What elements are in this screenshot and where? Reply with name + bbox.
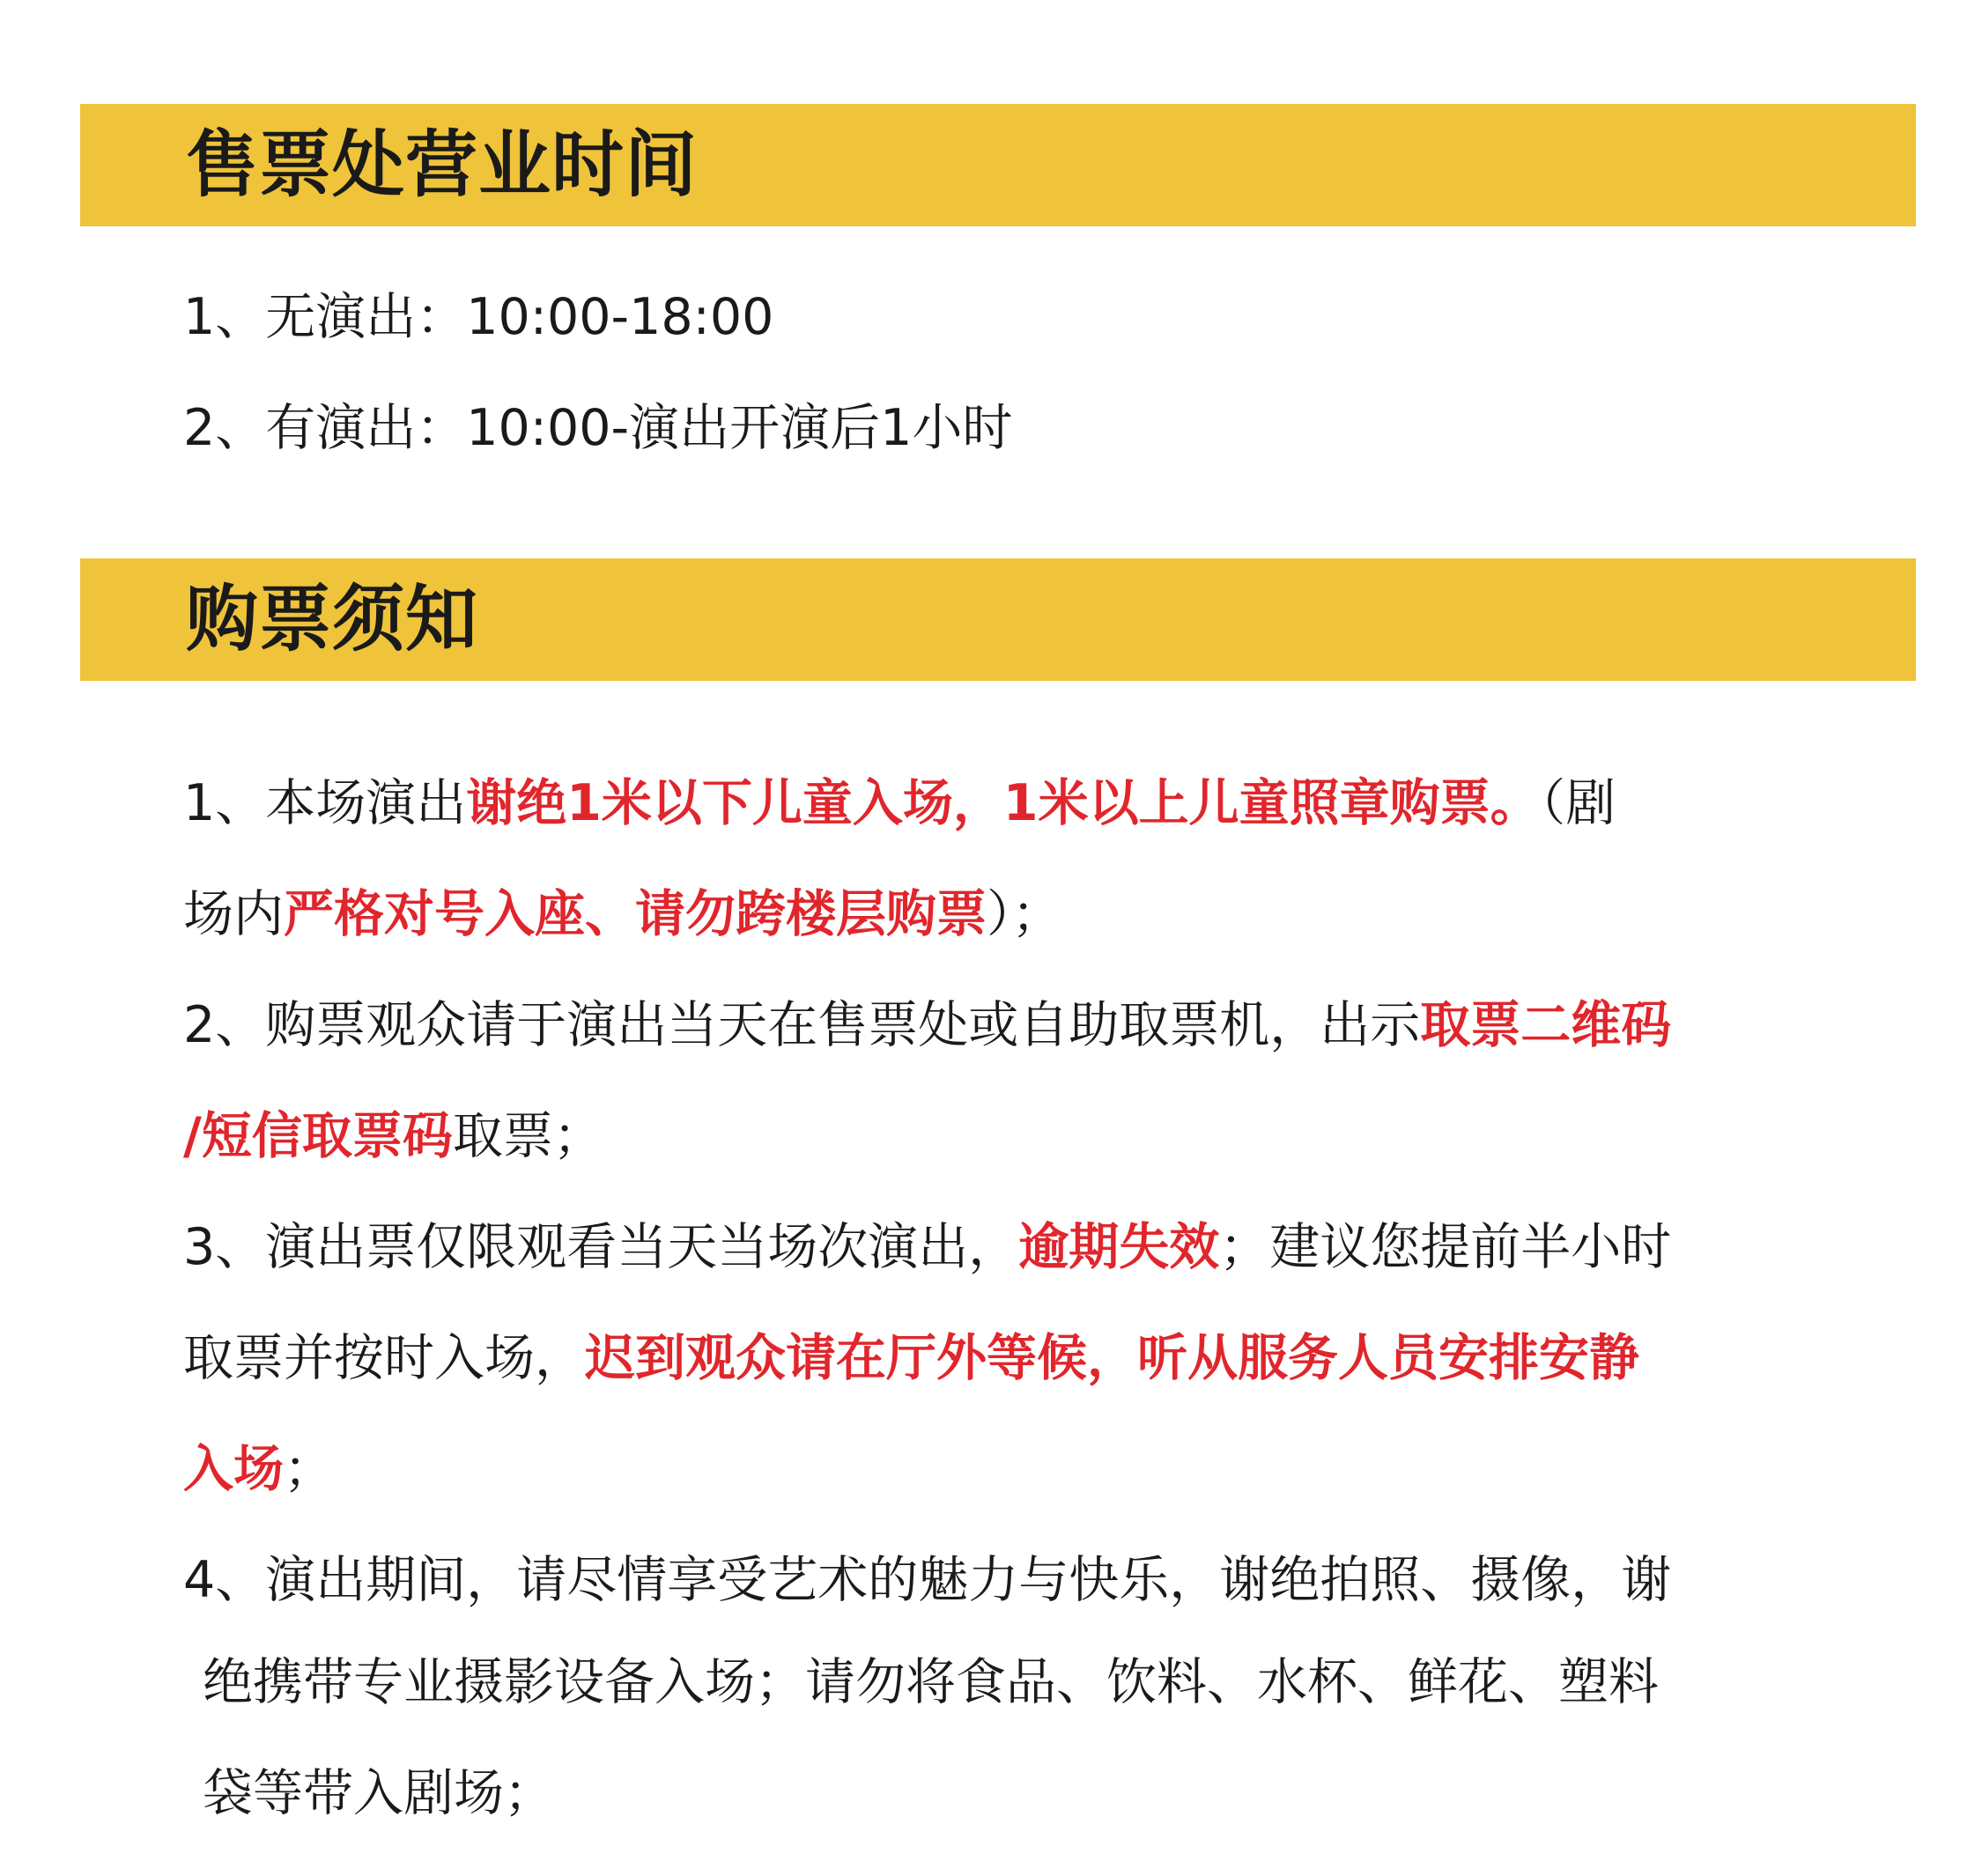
notice-item-4-line-1: 4、演出期间，请尽情享受艺术的魅力与快乐，谢绝拍照、摄像，谢: [183, 1551, 1672, 1609]
notice-item-1-line-1: [183, 768, 1616, 838]
hours-item-no-show: 1、无演出：10:00-18:00: [183, 288, 774, 346]
notice-item-2-end: 取票；: [452, 1107, 603, 1165]
notice-item-3-line-1: [183, 1212, 1671, 1282]
notice-item-3-highlight-3: 入场: [183, 1440, 284, 1498]
notice-item-2-line-1: [183, 990, 1671, 1060]
notice-item-1-end: ）；: [987, 885, 1062, 943]
notice-item-3-highlight-2: 迟到观众请在厅外等候，听从服务人员安排安静: [585, 1329, 1639, 1387]
notice-item-1-mid: （剧: [1540, 774, 1616, 832]
notice-item-1-highlight-1: 谢绝1米以下儿童入场，1米以上儿童照章购票。: [466, 774, 1541, 832]
notice-item-2-highlight-1: 取票二维码: [1420, 996, 1672, 1054]
notice-item-1-prefix: 1、本场演出: [183, 774, 467, 832]
notice-item-2-line-2: [183, 1101, 603, 1171]
hours-item-with-show: 2、有演出：10:00-演出开演后1小时: [183, 399, 1013, 457]
notice-item-3-end: ；: [284, 1440, 334, 1498]
section-title-notice: 购票须知: [186, 578, 479, 661]
notice-item-1-line2-prefix: 场内: [183, 885, 284, 943]
notice-item-3-highlight-1: 逾期失效: [1018, 1218, 1220, 1276]
notice-item-1-line-2: [183, 879, 1062, 949]
section-title-hours: 售票处营业时间: [186, 123, 699, 207]
section-header-hours: [80, 104, 1916, 226]
notice-item-2-highlight-2: /短信取票码: [183, 1107, 453, 1165]
notice-item-4-line-2: 绝携带专业摄影设备入场；请勿将食品、饮料、水杯、鲜花、塑料: [203, 1653, 1659, 1711]
notice-item-2-prefix: 2、购票观众请于演出当天在售票处或自助取票机，出示: [183, 996, 1421, 1054]
notice-item-3-line-2: [183, 1323, 1639, 1393]
notice-item-3-line2-prefix: 取票并按时入场，: [183, 1329, 585, 1387]
section-header-notice: [80, 558, 1916, 681]
notice-item-4-line-3: 袋等带入剧场；: [203, 1764, 554, 1822]
notice-item-3-line-3: [183, 1434, 334, 1504]
notice-item-1-highlight-2: 严格对号入座、请勿跨楼层购票: [284, 885, 987, 943]
notice-item-3-prefix: 3、演出票仅限观看当天当场次演出，: [183, 1218, 1019, 1276]
notice-item-3-mid: ；建议您提前半小时: [1219, 1218, 1672, 1276]
